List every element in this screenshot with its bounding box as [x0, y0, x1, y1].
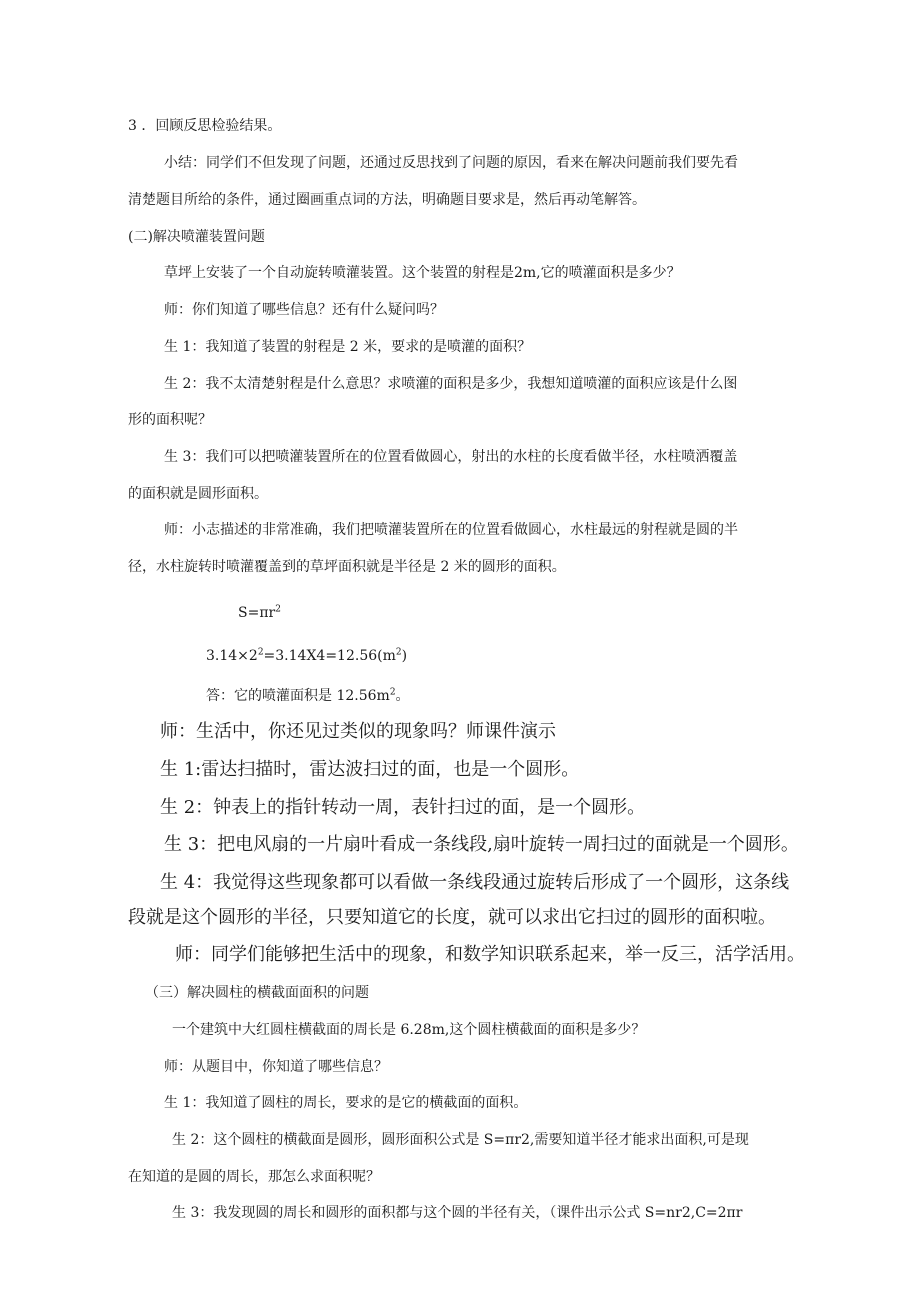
sprinkler-problem: 草坪上安装了一个自动旋转喷灌装置。这个装置的射程是2m,它的喷灌面积是多少？ — [164, 265, 681, 281]
calc-part-c: ) — [401, 648, 408, 664]
cylinder-teacher-question: 师：从题目中，你知道了哪些信息？ — [164, 1059, 388, 1075]
answer-exponent: 2 — [389, 687, 396, 698]
life-teacher-summary: 师：同学们能够把生活中的现象，和数学知识联系起来，举一反三，活学活用。 — [175, 944, 805, 965]
teacher-question-1: 师：你们知道了哪些信息？还有什么疑问吗？ — [164, 302, 444, 318]
calc-part-b: =3.14X4=12.56(m — [263, 648, 396, 664]
student3-line-2: 的面积就是圆形面积。 — [128, 486, 268, 502]
student2-line-1: 生 2：我不太清楚射程是什么意思？求喷灌的面积是多少，我想知道喷灌的面积应该是什么图 — [164, 376, 738, 392]
cylinder-heading: （三）解决圆柱的横截面面积的问题 — [145, 985, 369, 1001]
teacher-explain-line-1: 师：小志描述的非常准确，我们把喷灌装置所在的位置看做圆心，水柱最远的射程就是圆的半 — [164, 522, 738, 538]
cylinder-student2-line-2: 在知道的是圆的周长，那怎么求面积呢？ — [128, 1169, 380, 1185]
answer-part-b: 。 — [395, 688, 410, 704]
cylinder-student2-line-1: 生 2：这个圆柱的横截面是圆形，圆形面积公式是 S=πr2,需要知道半径才能求出面积,可是现 — [172, 1132, 749, 1148]
life-student4-line-2: 段就是这个圆形的半径，只要知道它的长度，就可以求出它扫过的圆形的面积啦。 — [128, 907, 776, 928]
calc-part-a: 3.14×2 — [206, 648, 258, 664]
area-formula-exponent: 2 — [275, 604, 281, 615]
calc-exponent-2: 2 — [395, 647, 402, 658]
step3-line: 3 ．回顾反思检验结果。 — [128, 118, 282, 134]
area-formula-main: S=πr — [238, 605, 276, 621]
cylinder-student3: 生 3：我发现圆的周长和圆形的面积都与这个圆的半径有关，（课件出示公式 S=nr2,C=2πr — [172, 1205, 743, 1221]
answer-part-a: 答：它的喷灌面积是 12.56m — [206, 688, 390, 704]
life-student4-line-1: 生 4：我觉得这些现象都可以看做一条线段通过旋转后形成了一个圆形，这条线 — [160, 872, 790, 893]
teacher-explain-line-2: 径，水柱旋转时喷灌覆盖到的草坪面积就是半径是 2 米的圆形的面积。 — [128, 559, 566, 575]
life-teacher-question: 师：生活中，你还见过类似的现象吗？师课件演示 — [160, 721, 556, 742]
life-student3: 生 3：把电风扇的一片扇叶看成一条线段,扇叶旋转一周扫过的面就是一个圆形。 — [164, 834, 799, 855]
area-answer — [206, 686, 410, 706]
area-formula — [238, 603, 281, 623]
life-student2: 生 2：钟表上的指针转动一周，表针扫过的面，是一个圆形。 — [160, 797, 646, 818]
cylinder-problem: 一个建筑中大红圆柱横截面的周长是 6.28m,这个圆柱横截面的面积是多少？ — [172, 1022, 646, 1038]
student2-line-2: 形的面积呢？ — [128, 412, 212, 428]
life-student1: 生 1:雷达扫描时，雷达波扫过的面，也是一个圆形。 — [160, 759, 580, 780]
student1-answer: 生 1：我知道了装置的射程是 2 米，要求的是喷灌的面积？ — [164, 339, 532, 355]
summary-line-2: 清楚题目所给的条件，通过圈画重点词的方法，明确题目要求是，然后再动笔解答。 — [128, 192, 646, 208]
cylinder-student1: 生 1：我知道了圆柱的周长，要求的是它的横截面的面积。 — [164, 1095, 528, 1111]
summary-line-1: 小结：同学们不但发现了问题，还通过反思找到了问题的原因，看来在解决问题前我们要先看 — [164, 155, 738, 171]
sprinkler-heading: (二)解决喷灌装置问题 — [128, 229, 265, 245]
area-calculation — [206, 646, 407, 666]
student3-line-1: 生 3：我们可以把喷灌装置所在的位置看做圆心，射出的水柱的长度看做半径，水柱喷洒覆盖 — [164, 449, 738, 465]
calc-exponent-1: 2 — [257, 647, 264, 658]
